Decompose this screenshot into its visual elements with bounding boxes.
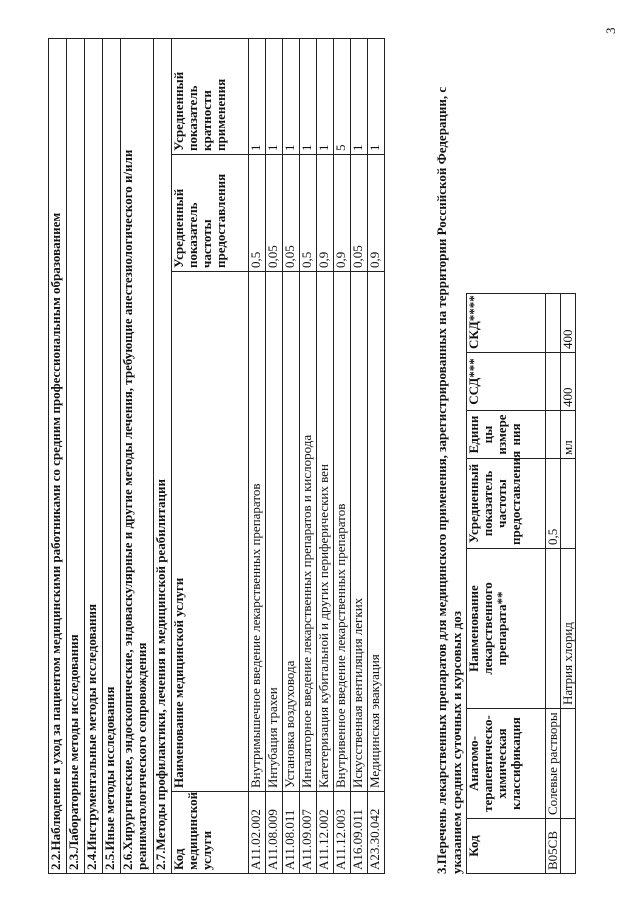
services-header-row [172, 38, 249, 873]
section-3-heading: 3.Перечень лекарственных препаратов для медицинского применения, зарегистрированных на территории Российской Федерации, с указанием средних суточных и курсовых доз [434, 86, 464, 874]
drug-ssd [546, 353, 561, 411]
section-row-2-3 [67, 38, 85, 873]
drug-frequency: 0,5 [546, 459, 561, 549]
section-2-2-title: 2.2.Наблюдение и уход за пациентом медицинскими работниками со средним профессиональным образованием [49, 38, 67, 873]
service-code: A16.09.011 [351, 792, 368, 874]
header-code: Код медицинской услуги [172, 792, 249, 874]
header-multiplicity: Усредненный показатель кратности применения [172, 38, 249, 154]
service-multiplicity: 1 [249, 38, 266, 154]
service-name: Установка воздуховода [283, 272, 300, 792]
drug-units [546, 411, 561, 459]
table-row [317, 38, 334, 873]
service-name: Катетеризация кубитальной и других периферических вен [317, 272, 334, 792]
drugs-table [466, 293, 576, 874]
drug-code: B05CB [546, 819, 561, 874]
service-multiplicity: 1 [317, 38, 334, 154]
table-row [351, 38, 368, 873]
drug-code [561, 819, 576, 874]
header-frequency: Усредненный показатель частоты предоставления [172, 155, 249, 272]
service-multiplicity: 1 [351, 38, 368, 154]
section-2-7-title: 2.7.Методы профилактики, лечения и медицинской реабилитации [154, 38, 172, 873]
service-frequency: 0,5 [300, 155, 317, 272]
service-name: Ингаляторное введение лекарственных препаратов и кислорода [300, 272, 317, 792]
header-units: Едини цы измере ния [467, 411, 546, 459]
section-row-2-2 [49, 38, 67, 873]
header-name: Наименование медицинской услуги [172, 272, 249, 792]
service-multiplicity: 5 [334, 38, 351, 154]
service-multiplicity: 1 [300, 38, 317, 154]
header-ssd: ССД*** [467, 353, 546, 411]
service-frequency: 0,05 [283, 155, 300, 272]
drug-skd [546, 294, 561, 353]
drug-name [546, 549, 561, 709]
table-row [249, 38, 266, 873]
drug-atc: Солевые растворы [546, 709, 561, 819]
header-skd: СКД**** [467, 294, 546, 353]
service-frequency: 0,9 [317, 155, 334, 272]
section-row-2-4 [85, 38, 103, 873]
services-table [48, 38, 385, 874]
header-drug-name: Наименование лекарственного препарата** [467, 549, 546, 709]
section-2-6-title: 2.6.Хирургические, эндоскопические, эндоваскулярные и другие методы лечения, требующие анестезиологического и/или реаниматологического сопровождения [121, 38, 154, 873]
section-2-5-title: 2.5.Иные методы исследования [103, 38, 121, 873]
service-code: A11.12.003 [334, 792, 351, 874]
section-row-2-5 [103, 38, 121, 873]
table-row [546, 294, 561, 874]
service-frequency: 0,9 [368, 155, 385, 272]
drug-name: Натрия хлорид [561, 549, 576, 709]
service-frequency: 0,05 [266, 155, 283, 272]
page-number: 3 [603, 27, 618, 34]
service-multiplicity: 1 [266, 38, 283, 154]
section-2-3-title: 2.3.Лабораторные методы исследования [67, 38, 85, 873]
header-drug-code: Код [467, 819, 546, 874]
header-atc: Анатомо-терапевтическо-химическая классификация [467, 709, 546, 819]
drug-frequency [561, 459, 576, 549]
service-multiplicity: 1 [368, 38, 385, 154]
section-2-4-title: 2.4.Инструментальные методы исследования [85, 38, 103, 873]
service-code: A11.02.002 [249, 792, 266, 874]
service-frequency: 0,5 [249, 155, 266, 272]
service-name: Интубация трахеи [266, 272, 283, 792]
service-code: A23.30.042 [368, 792, 385, 874]
service-multiplicity: 1 [283, 38, 300, 154]
service-name: Искусственная вентиляция легких [351, 272, 368, 792]
section-row-2-6 [121, 38, 154, 873]
service-name: Внутривенное введение лекарственных препаратов [334, 272, 351, 792]
service-name: Внутримышечное введение лекарственных препаратов [249, 272, 266, 792]
rotated-content [20, 27, 618, 874]
table-row [283, 38, 300, 873]
table-row [300, 38, 317, 873]
drugs-header-row [467, 294, 546, 874]
header-drug-frequency: Усредненный показатель частоты предоставления [467, 459, 546, 549]
table-row [368, 38, 385, 873]
service-code: A11.08.011 [283, 792, 300, 874]
service-name: Медицинская эвакуация [368, 272, 385, 792]
table-row [334, 38, 351, 873]
service-code: A11.08.009 [266, 792, 283, 874]
service-frequency: 0,9 [334, 155, 351, 272]
drug-ssd: 400 [561, 353, 576, 411]
service-code: A11.12.002 [317, 792, 334, 874]
table-row [266, 38, 283, 873]
drug-units: мл [561, 411, 576, 459]
section-row-2-7 [154, 38, 172, 873]
drug-skd: 400 [561, 294, 576, 353]
service-frequency: 0,05 [351, 155, 368, 272]
drug-atc [561, 709, 576, 819]
service-code: A11.09.007 [300, 792, 317, 874]
table-row [561, 294, 576, 874]
